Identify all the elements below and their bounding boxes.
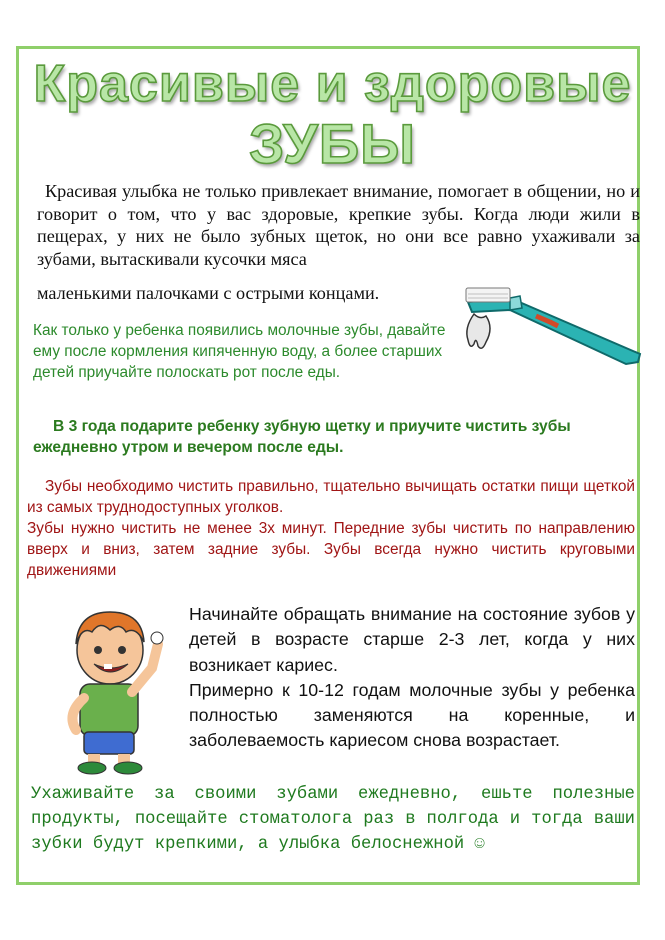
- caries-paragraph-1: Начинайте обращать внимание на состояние зубов у детей в возрасте старше 2-3 лет, когда у них возникает кариес.: [189, 604, 635, 675]
- page-title-line2: ЗУБЫ: [249, 112, 416, 175]
- brushing-paragraph-1: Зубы необходимо чистить правильно, тщательно вычищать остатки пищи щеткой из самых труднодоступных уголков.: [27, 478, 635, 516]
- final-advice-paragraph: Ухаживайте за своими зубами ежедневно, ешьте полезные продукты, посещайте стоматолога раз в полгода и тогда ваши зубки будут крепкими, а улыбка белоснежной ☺: [31, 785, 635, 854]
- intro-paragraph: Красивая улыбка не только привлекает внимание, помогает в общении, но и говорит о том, что у вас здоровые, крепкие зубы. Когда люди жили в пещерах, у них не было зубных щеток, но они все равно ухаживали за зубами, вытаскивали кусочки мяса: [37, 181, 640, 270]
- page-title-line1: Красивые и здоровые: [33, 55, 632, 113]
- toothbrush-icon: [466, 288, 640, 364]
- three-years-paragraph: В 3 года подарите ребенку зубную щетку и приучите чистить зубы ежедневно утром и вечером после еды.: [33, 418, 571, 456]
- boy-icon: [72, 612, 163, 774]
- caries-block: [189, 602, 635, 754]
- brushing-paragraph-2: Зубы нужно чистить не менее 3х минут. Передние зубы чистить по направлению вверх и вниз, затем задние зубы. Зубы всегда нужно чистить круговыми движениями: [27, 520, 635, 579]
- brushing-block: [27, 476, 635, 581]
- milk-teeth-paragraph: Как только у ребенка появились молочные зубы, давайте ему после кормления кипяченную воду, а более старших детей приучайте полоскать рот после еды.: [33, 322, 446, 381]
- toothbrush-illustration: [450, 284, 645, 374]
- boy-with-tooth-illustration: [40, 598, 180, 776]
- intro-paragraph-last-line: маленькими палочками с острыми концами.: [37, 283, 380, 303]
- caries-paragraph-2: Примерно к 10-12 годам молочные зубы у ребенка полностью заменяются на коренные, и заболеваемость кариесом снова возрастает.: [189, 679, 635, 751]
